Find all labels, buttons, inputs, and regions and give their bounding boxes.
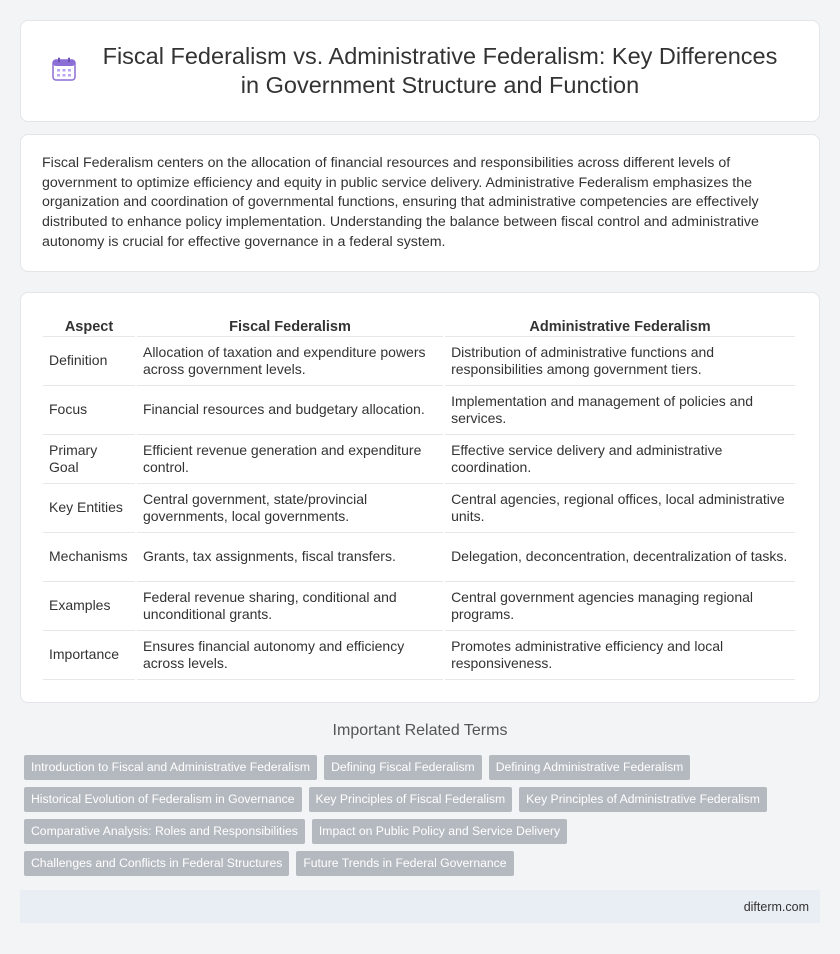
- tag-row: [24, 787, 824, 812]
- intro-card: [20, 134, 820, 272]
- related-term-tag[interactable]: Introduction to Fiscal and Administrative Federalism: [24, 755, 317, 780]
- related-term-tag[interactable]: Future Trends in Federal Governance: [296, 851, 513, 876]
- related-terms-list: [24, 755, 824, 883]
- aspect-cell: Definition: [43, 337, 135, 386]
- related-term-tag[interactable]: Key Principles of Administrative Federalism: [519, 787, 767, 812]
- table-row: [43, 631, 795, 680]
- calendar-icon: [51, 56, 77, 82]
- comparison-table: [41, 311, 797, 680]
- fiscal-cell: Financial resources and budgetary allocation.: [137, 386, 443, 435]
- related-term-tag[interactable]: Defining Administrative Federalism: [489, 755, 691, 780]
- aspect-cell: Importance: [43, 631, 135, 680]
- fiscal-cell: Federal revenue sharing, conditional and unconditional grants.: [137, 582, 443, 631]
- related-term-tag[interactable]: Defining Fiscal Federalism: [324, 755, 482, 780]
- table-row: [43, 582, 795, 631]
- related-term-tag[interactable]: Historical Evolution of Federalism in Governance: [24, 787, 302, 812]
- administrative-cell: Central agencies, regional offices, local administrative units.: [445, 484, 795, 533]
- aspect-cell: Focus: [43, 386, 135, 435]
- related-terms-title: Important Related Terms: [332, 722, 508, 739]
- aspect-cell: Primary Goal: [43, 435, 135, 484]
- intro-paragraph: Fiscal Federalism centers on the allocation of financial resources and responsibilities across different levels of government to optimize efficiency and equity in public service delivery. Administrative Federalism emphasizes the organization and coordination of governmental functions, ensuring that administrative competencies are effectively distributed to enhance policy implementation. Understanding the balance between fiscal control and administrative autonomy is crucial for effective governance in a federal system.: [42, 155, 759, 250]
- table-row: [43, 386, 795, 435]
- administrative-cell: Central government agencies managing regional programs.: [445, 582, 795, 631]
- header-aspect: Aspect: [43, 311, 135, 337]
- administrative-cell: Delegation, deconcentration, decentralization of tasks.: [445, 533, 795, 582]
- table-row: [43, 533, 795, 582]
- table-row: [43, 484, 795, 533]
- footer: [20, 890, 820, 923]
- table-header-row: [43, 311, 795, 337]
- fiscal-cell: Ensures financial autonomy and efficiency across levels.: [137, 631, 443, 680]
- tag-row: [24, 819, 824, 844]
- fiscal-cell: Grants, tax assignments, fiscal transfers.: [137, 533, 443, 582]
- header-fiscal: Fiscal Federalism: [137, 311, 443, 337]
- related-term-tag[interactable]: Challenges and Conflicts in Federal Structures: [24, 851, 289, 876]
- comparison-card: [20, 292, 820, 703]
- related-term-tag[interactable]: Comparative Analysis: Roles and Responsibilities: [24, 819, 305, 844]
- aspect-cell: Key Entities: [43, 484, 135, 533]
- related-term-tag[interactable]: Key Principles of Fiscal Federalism: [309, 787, 513, 812]
- tag-row: [24, 755, 824, 780]
- aspect-cell: Mechanisms: [43, 533, 135, 582]
- fiscal-cell: Allocation of taxation and expenditure powers across government levels.: [137, 337, 443, 386]
- header-card: [20, 20, 820, 122]
- related-term-tag[interactable]: Impact on Public Policy and Service Delivery: [312, 819, 567, 844]
- administrative-cell: Implementation and management of policies and services.: [445, 386, 795, 435]
- administrative-cell: Effective service delivery and administrative coordination.: [445, 435, 795, 484]
- administrative-cell: Distribution of administrative functions and responsibilities among government tiers.: [445, 337, 795, 386]
- header-administrative: Administrative Federalism: [445, 311, 795, 337]
- aspect-cell: Examples: [43, 582, 135, 631]
- table-row: [43, 337, 795, 386]
- page-title: Fiscal Federalism vs. Administrative Federalism: Key Differences in Government Structure and Function: [102, 43, 778, 98]
- administrative-cell: Promotes administrative efficiency and local responsiveness.: [445, 631, 795, 680]
- fiscal-cell: Central government, state/provincial governments, local governments.: [137, 484, 443, 533]
- fiscal-cell: Efficient revenue generation and expenditure control.: [137, 435, 443, 484]
- site-link[interactable]: difterm.com: [743, 899, 809, 914]
- tag-row: [24, 851, 824, 876]
- table-row: [43, 435, 795, 484]
